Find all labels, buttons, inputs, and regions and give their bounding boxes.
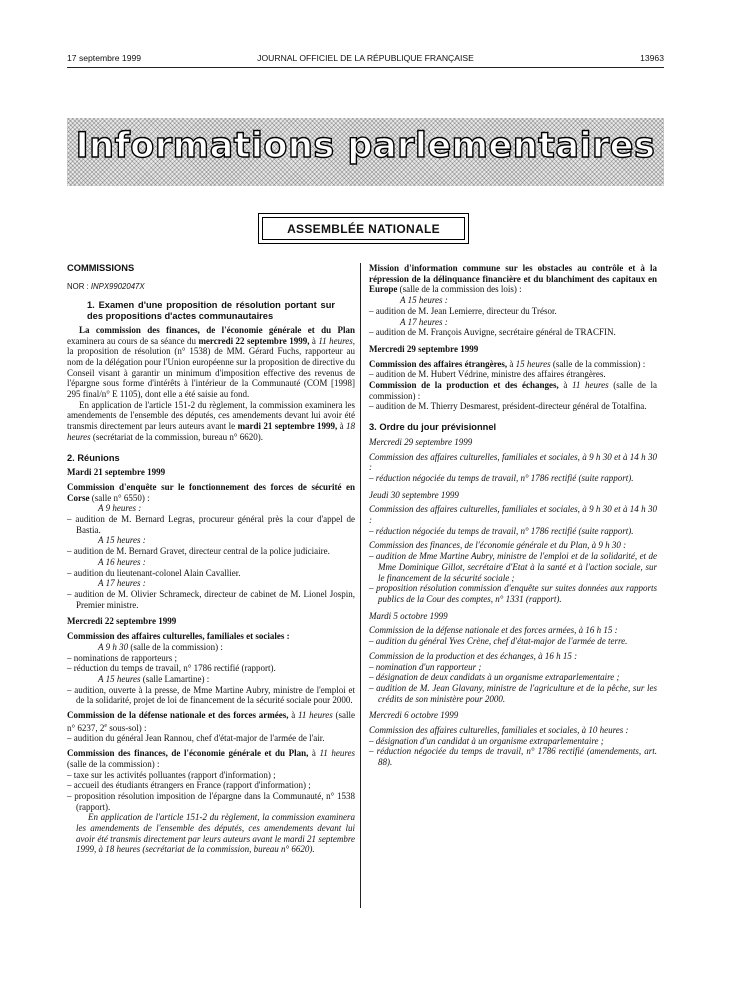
banner-title: Informations parlementaires <box>75 126 656 166</box>
agenda-item: – réduction négociée du temps de travail, n° 1786 rectifié (amendements, art. 88). <box>369 746 657 768</box>
agenda-item: – taxe sur les activités polluantes (rapport d'information) ; <box>67 769 276 780</box>
agenda-item: – proposition résolution imposition de l'épargne dans la Communauté, n° 1538 (rapport). <box>67 790 355 812</box>
agenda-item: – désignation d'un candidat à un organisme extraparlementaire ; <box>369 735 604 746</box>
agenda-item: – proposition résolution commission d'enquête sur suites données aux rapports publics de la Cour des comptes, n° 1331 (rapport). <box>369 583 657 604</box>
time-slot: A 17 heures : <box>400 316 448 327</box>
section-1-paragraph-1: La commission des finances, de l'économie générale et du Plan examinera au cours de sa séance du mercredi 22 septembre 1999, à 11 heures, la proposition de résolution (n° 1538) de MM. Gérard Fuchs, rapporteur au nom de la délégation pour l'Union européenne sur la proposition de directive du Conseil visant à garantir un minimum d'imposition effective des revenus de l'épargne sous forme d'intérêts à l'intérieur de la Communauté (COM [1998] 295 final/n° E 1105), dont elle a été saisie au fond. <box>67 324 355 400</box>
time-slot: A 17 heures : <box>98 578 146 589</box>
header-journal-title: JOURNAL OFFICIEL DE LA RÉPUBLIQUE FRANÇAISE <box>257 53 474 63</box>
agenda-item: – réduction négociée du temps de travail, n° 1786 rectifié (suite rapport). <box>369 472 634 483</box>
section-3-title: 3. Ordre du jour prévisionnel <box>369 422 497 433</box>
commissions-heading: COMMISSIONS <box>67 263 135 273</box>
agenda-item: – audition de M. Bernard Gravet, directeur central de la police judiciaire. <box>67 546 330 557</box>
date-heading: Mercredi 22 septembre 1999 <box>67 616 177 627</box>
section-banner <box>67 118 664 186</box>
date-heading: Mardi 21 septembre 1999 <box>67 467 166 478</box>
commission-name: Commission des finances, de l'économie générale et du Plan, à 11 heures (salle de la commission) : <box>67 748 355 769</box>
agenda-item: – audition du général Yves Crène, chef d'état-major de l'armée de terre. <box>369 636 628 647</box>
agenda-item: – audition, ouverte à la presse, de Mme Martine Aubry, ministre de l'emploi et de la solidarité, projet de loi de financement de la sécurité sociale pour 2000. <box>67 684 355 706</box>
commission-name: Commission de la défense nationale et des forces armées, à 16 h 15 : <box>369 625 618 636</box>
assembly-box <box>258 213 469 244</box>
agenda-item: – audition de M. Jean Glavany, ministre de l'agriculture et de la pêche, sur les crédits de son ministère pour 2000. <box>369 682 657 704</box>
time-slot: A 9 h 30 (salle de la commission) : <box>98 641 223 652</box>
commission-name: Commission de la production et des échanges, à 16 h 15 : <box>369 650 578 661</box>
left-column <box>67 263 355 855</box>
header-page-number: 13963 <box>640 53 664 63</box>
commission-name: Commission de la défense nationale et des forces armées, à 11 heures (salle n° 6237, 2e sous-sol) : <box>67 710 355 733</box>
agenda-item: – réduction négociée du temps de travail, n° 1786 rectifié (suite rapport). <box>369 525 634 536</box>
agenda-item: – désignation de deux candidats à un organisme extraparlementaire ; <box>369 672 620 683</box>
date-heading: Mardi 5 octobre 1999 <box>369 610 448 621</box>
running-header <box>67 50 664 68</box>
agenda-item: – audition du général Jean Rannou, chef d'état-major de l'armée de l'air. <box>67 733 325 744</box>
date-heading: Jeudi 30 septembre 1999 <box>369 489 459 500</box>
commission-name: Commission d'enquête sur le fonctionnement des forces de sécurité en Corse (salle n° 6550) : <box>67 481 355 503</box>
mission-name: Mission d'information commune sur les obstacles au contrôle et à la répression de la délinquance financière et du blanchiment des capitaux en Europe (salle de la commission des lois) : <box>369 263 657 295</box>
agenda-item: – audition de M. François Auvigne, secrétaire général de TRACFIN. <box>369 327 616 338</box>
agenda-item: – accueil des étudiants étrangers en France (rapport d'information) ; <box>67 780 311 791</box>
header-date: 17 septembre 1999 <box>67 53 142 63</box>
commission-name: Commission des affaires culturelles, familiales et sociales : <box>67 631 290 642</box>
agenda-item: – audition de M. Bernard Legras, procureur général près la cour d'appel de Bastia. <box>67 514 355 535</box>
commission-name: Commission de la production et des échanges, à 11 heures (salle de la commission) : <box>369 380 658 401</box>
time-slot: A 16 heures : <box>98 556 146 567</box>
time-slot: A 15 heures : <box>98 535 146 546</box>
section-1-title: 1. Examen d'une proposition de résolution portant sur des propositions d'actes communautaires <box>87 300 335 322</box>
agenda-item: – audition du lieutenant-colonel Alain Cavallier. <box>67 567 241 578</box>
commission-name: Commission des finances, de l'économie générale et du Plan, à 9 h 30 : <box>369 540 627 551</box>
column-divider <box>360 263 361 908</box>
date-heading: Mercredi 29 septembre 1999 <box>369 343 479 354</box>
section-2-title: 2. Réunions <box>67 452 120 463</box>
commission-name: Commission des affaires culturelles, familiales et sociales, à 9 h 30 et à 14 h 30 : <box>369 451 657 473</box>
commission-name: Commission des affaires culturelles, familiales et sociales, à 10 heures : <box>369 725 629 736</box>
section-1-paragraph-2: En application de l'article 151-2 du règlement, la commission examinera les amendements de l'ensemble des députés, ces amendements devant lui avoir été transmis directement par leurs auteurs avant le mardi 21 septembre 1999, à 18 heures (secrétariat de la commission, bureau n° 6620). <box>67 399 356 442</box>
time-slot: A 15 heures (salle Lamartine) : <box>98 673 210 684</box>
commission-name: Commission des affaires étrangères, à 15 heures (salle de la commission) : <box>369 358 646 369</box>
agenda-item: – nominations de rapporteurs ; <box>67 652 177 663</box>
nor-reference: NOR : INPX9902047X <box>67 281 145 291</box>
date-heading: Mercredi 29 septembre 1999 <box>369 436 473 447</box>
date-heading: Mercredi 6 octobre 1999 <box>369 710 459 721</box>
time-slot: A 15 heures : <box>400 295 448 306</box>
right-column <box>369 263 657 768</box>
agenda-item: – audition de M. Hubert Védrine, ministre des affaires étrangères. <box>369 369 606 380</box>
agenda-item: – audition de Mme Martine Aubry, ministre de l'emploi et de la solidarité, et de Mme Dominique Gillot, secrétaire d'Etat à la santé et à l'action sociale, sur le financement de la sécurité sociale ; <box>369 551 657 583</box>
agenda-item: – réduction du temps de travail, n° 1786 rectifié (rapport). <box>67 663 276 674</box>
agenda-item: – audition de M. Olivier Schrameck, directeur de cabinet de M. Lionel Jospin, Premier ministre. <box>67 588 355 610</box>
commission-name: Commission des affaires culturelles, familiales et sociales, à 9 h 30 et à 14 h 30 : <box>369 504 657 526</box>
amendment-note: En application de l'article 151-2 du règlement, la commission examinera les amendements de l'ensemble des députés, ces amendements devant lui avoir été transmis directement par leurs auteurs avant le mardi 21 septembre 1999, à 18 heures (secrétariat de la commission, bureau n° 6620). <box>76 812 355 855</box>
assembly-title: ASSEMBLÉE NATIONALE <box>262 217 465 240</box>
agenda-item: – audition de M. Jean Lemierre, directeur du Trésor. <box>369 305 557 316</box>
time-slot: A 9 heures : <box>98 503 142 514</box>
agenda-item: – nomination d'un rapporteur ; <box>369 661 482 672</box>
agenda-item: – audition de M. Thierry Desmarest, président-directeur général de Totalfina. <box>369 401 647 412</box>
